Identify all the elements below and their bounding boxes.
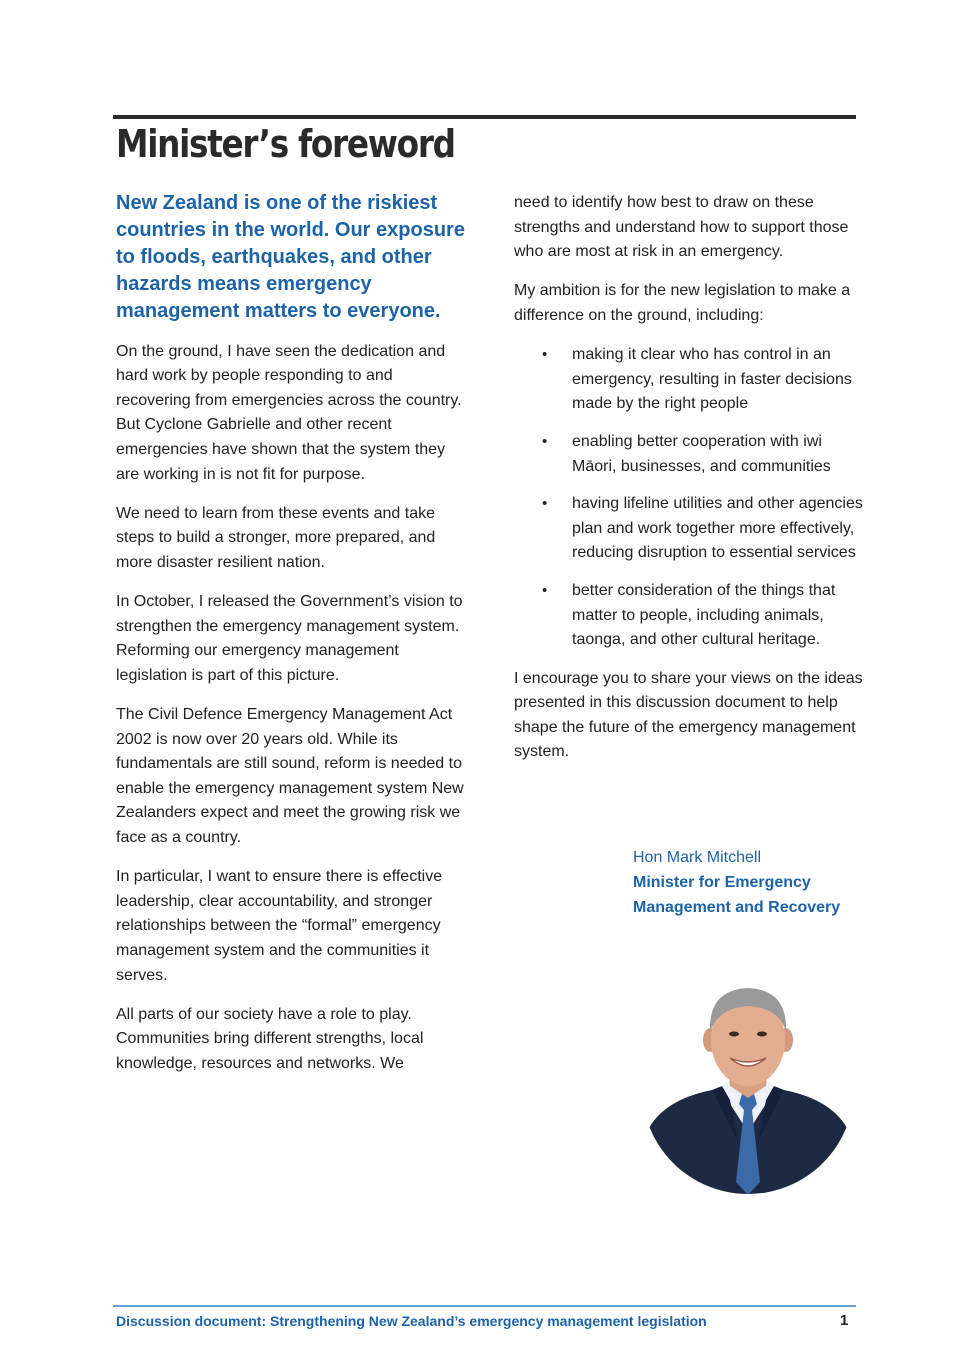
page-title: Minister’s foreword [116, 122, 455, 166]
bullet-item [514, 430, 864, 479]
page-number: 1 [840, 1312, 849, 1329]
bullet-text: better consideration of the things that matter to people, including animals, taonga, and other cultural heritage. [572, 581, 836, 649]
body-paragraph: On the ground, I have seen the dedication and hard work by people responding to and recovering from emergencies across the country. But Cyclone Gabrielle and other recent emergencies have shown that the system they are working in is not fit for purpose. [116, 342, 462, 483]
title-rule [113, 115, 856, 119]
right-column [514, 191, 864, 780]
signature-block [633, 845, 840, 920]
body-paragraph: My ambition is for the new legislation to make a difference on the ground, including: [514, 282, 851, 324]
signature-name: Hon Mark Mitchell [633, 849, 762, 866]
bullet-marker: • [542, 581, 548, 599]
body-paragraph: need to identify how best to draw on these strengths and understand how to support those who are most at risk in an emergency. [514, 194, 849, 261]
body-paragraph: I encourage you to share your views on the ideas presented in this discussion document to help shape the future of the emergency management system. [514, 669, 863, 761]
body-paragraph: In particular, I want to ensure there is effective leadership, clear accountability, and stronger relationships between the “formal” emergency management system and the communities it serves. [116, 868, 443, 984]
bullet-text: making it clear who has control in an emergency, resulting in faster decisions made by the right people [572, 346, 852, 413]
bullet-marker: • [542, 346, 548, 364]
body-paragraph: We need to learn from these events and take steps to build a stronger, more prepared, and more disaster resilient nation. [116, 504, 436, 571]
signature-role: Minister for Emergency [633, 874, 811, 891]
body-paragraph: All parts of our society have a role to play. Communities bring different strengths, local knowledge, resources and networks. We [116, 1005, 424, 1072]
body-paragraph: The Civil Defence Emergency Management Act 2002 is now over 20 years old. While its fundamentals are still sound, reform is needed to enable the emergency management system New Zealanders expect and meet the growing risk we face as a country. [116, 706, 464, 847]
body-paragraph: In October, I released the Government’s vision to strengthen the emergency management system. Reforming our emergency management legislation is part of this picture. [116, 593, 463, 684]
bullet-item [514, 492, 864, 566]
bullet-marker: • [542, 495, 548, 513]
lead-paragraph: New Zealand is one of the riskiest countries in the world. Our exposure to floods, earthquakes, and other hazards means emergency management matters to everyone. [116, 192, 465, 322]
bullet-list [514, 343, 864, 653]
bullet-item [514, 579, 864, 653]
bullet-text: having lifeline utilities and other agencies plan and work together more effectively, reducing disruption to essential services [572, 495, 863, 562]
signature-role: Management and Recovery [633, 899, 841, 916]
footer-title: Discussion document: Strengthening New Zealand’s emergency management legislation [116, 1313, 707, 1329]
bullet-item [514, 343, 864, 417]
bullet-text: enabling better cooperation with iwi Māori, businesses, and communities [572, 432, 831, 475]
footer-rule [113, 1305, 856, 1307]
bullet-marker: • [542, 432, 548, 450]
minister-portrait [642, 982, 854, 1195]
left-column [116, 190, 466, 1091]
